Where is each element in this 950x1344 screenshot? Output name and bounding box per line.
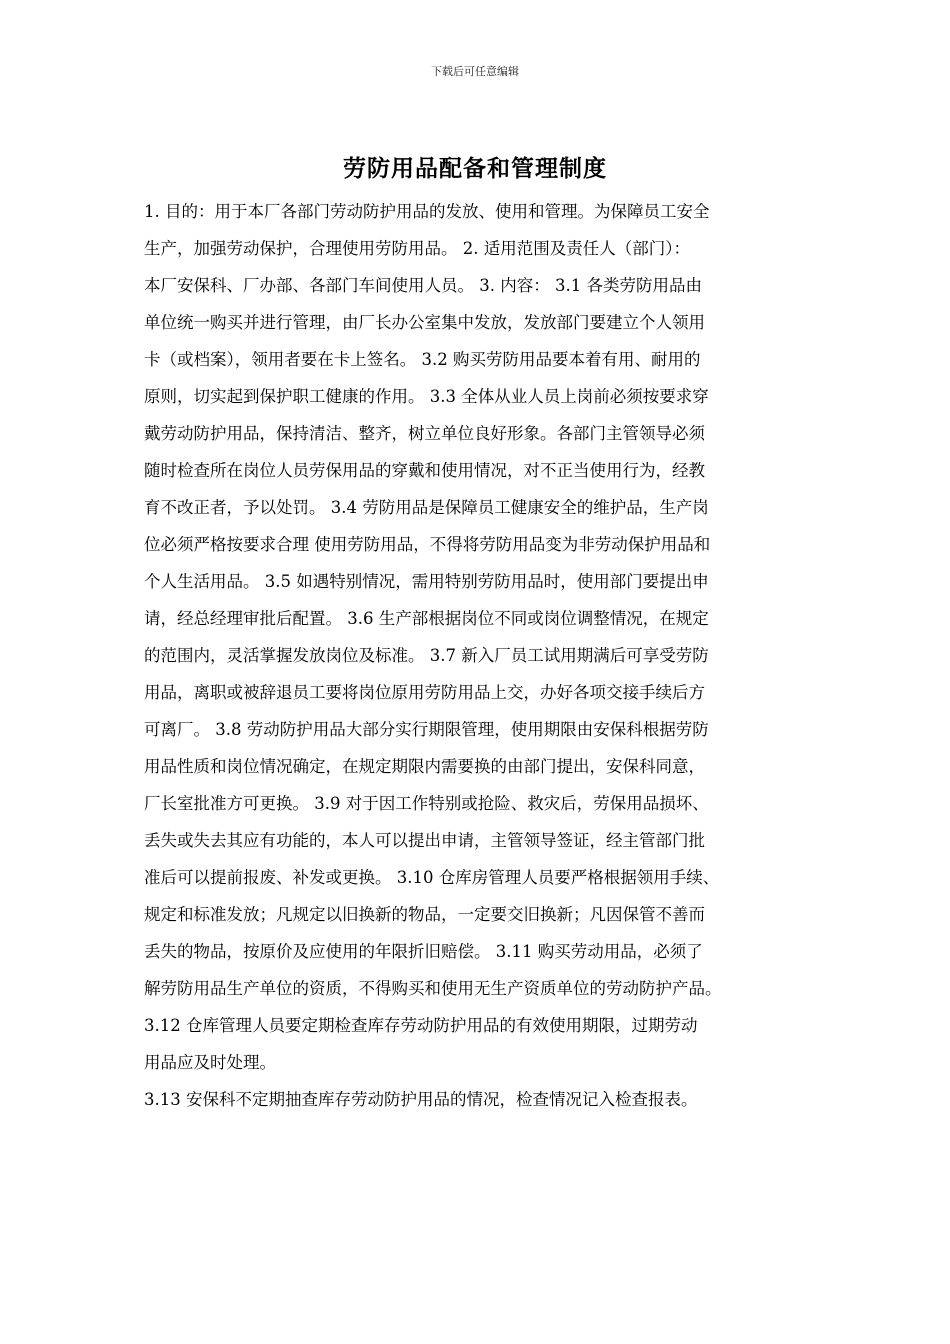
text-line: 随时检查所在岗位人员劳保用品的穿戴和使用情况，对不正当使用行为，经教	[144, 461, 705, 480]
text-line: 用品性质和岗位情况确定，在规定期限内需要换的由部门提出，安保科同意，	[144, 757, 705, 776]
text-line: 丢失的物品，按原价及应使用的年限折旧赔偿。 3.11 购买劳动用品，必须了	[144, 942, 703, 961]
text-line: 个人生活用品。 3.5 如遇特别情况，需用特别劳防用品时，使用部门要提出申	[144, 572, 709, 591]
text-line: 3.13 安保科不定期抽查库存劳动防护用品的情况，检查情况记入检查报表。	[144, 1090, 698, 1109]
document-title: 劳防用品配备和管理制度	[343, 155, 607, 182]
text-line: 的范围内，灵活掌握发放岗位及标准。 3.7 新入厂员工试用期满后可享受劳防	[144, 646, 709, 665]
header-note: 下载后可任意编辑	[431, 65, 519, 78]
text-line: 请，经总经理审批后配置。 3.6 生产部根据岗位不同或岗位调整情况，在规定	[144, 609, 709, 628]
text-line: 准后可以提前报废、补发或更换。 3.10 仓库房管理人员要严格根据领用手续、	[144, 868, 720, 887]
text-line: 卡（或档案），领用者要在卡上签名。 3.2 购买劳防用品要本着有用、耐用的	[144, 350, 701, 369]
text-line: 本厂安保科、厂办部、各部门车间使用人员。 3. 内容： 3.1 各类劳防用品由	[144, 276, 702, 295]
text-line: 3.12 仓库管理人员要定期检查库存劳动防护用品的有效使用期限，过期劳动	[144, 1016, 698, 1035]
text-line: 单位统一购买并进行管理，由厂长办公室集中发放，发放部门要建立个人领用	[144, 313, 705, 332]
text-line: 位必须严格按要求合理 使用劳防用品，不得将劳防用品变为非劳动保护用品和	[144, 535, 711, 554]
text-line: 规定和标准发放；凡规定以旧换新的物品，一定要交旧换新；凡因保管不善而	[144, 905, 705, 924]
text-line: 用品应及时处理。	[144, 1053, 276, 1072]
text-line: 丢失或失去其应有功能的，本人可以提出申请，主管领导签证，经主管部门批	[144, 831, 705, 850]
text-line: 原则，切实起到保护职工健康的作用。 3.3 全体从业人员上岗前必须按要求穿	[144, 387, 709, 406]
text-line: 育不改正者，予以处罚。 3.4 劳防用品是保障员工健康安全的维护品，生产岗	[144, 498, 709, 517]
text-line: 戴劳动防护用品，保持清洁、整齐，树立单位良好形象。各部门主管领导必须	[144, 424, 705, 443]
text-line: 厂长室批准方可更换。 3.9 对于因工作特别或抢险、救灾后，劳保用品损坏、	[144, 794, 709, 813]
text-line: 生产，加强劳动保护，合理使用劳防用品。 2. 适用范围及责任人（部门）：	[144, 239, 690, 258]
text-line: 解劳防用品生产单位的资质，不得购买和使用无生产资质单位的劳动防护产品。	[144, 979, 722, 998]
text-line: 可离厂。 3.8 劳动防护用品大部分实行期限管理，使用期限由安保科根据劳防	[144, 720, 709, 739]
text-line: 用品，离职或被辞退员工要将岗位原用劳防用品上交，办好各项交接手续后方	[144, 683, 705, 702]
text-line: 1. 目的：用于本厂各部门劳动防护用品的发放、使用和管理。为保障员工安全	[144, 202, 710, 221]
